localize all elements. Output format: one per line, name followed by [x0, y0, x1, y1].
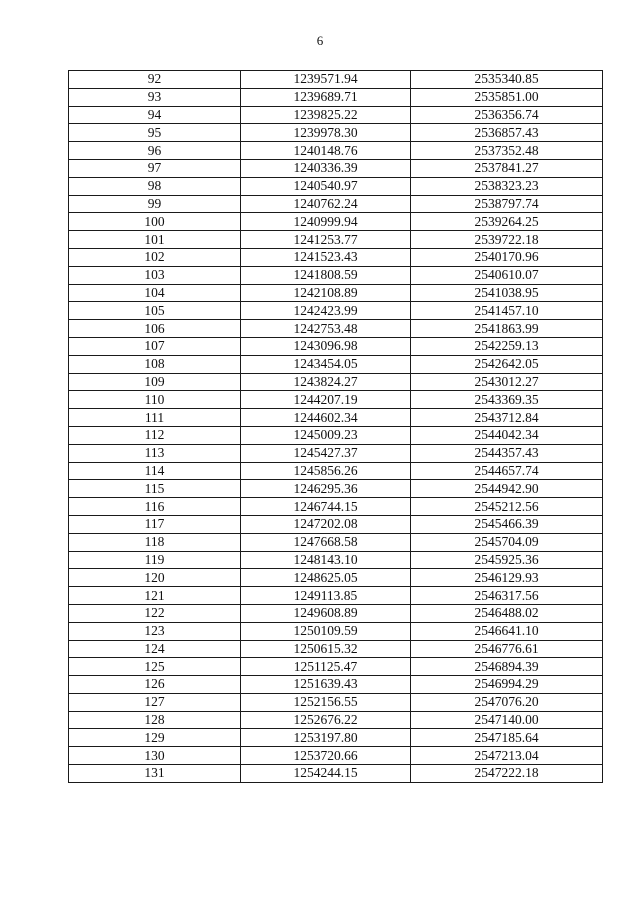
y-coordinate-cell: 2536356.74 [411, 106, 603, 124]
x-coordinate-cell: 1239571.94 [241, 71, 411, 89]
x-coordinate-cell: 1240999.94 [241, 213, 411, 231]
y-coordinate-cell: 2546129.93 [411, 569, 603, 587]
y-coordinate-cell: 2545466.39 [411, 515, 603, 533]
y-coordinate-cell: 2541038.95 [411, 284, 603, 302]
table-row [69, 177, 603, 195]
x-coordinate-cell: 1252676.22 [241, 711, 411, 729]
y-coordinate-cell: 2547222.18 [411, 765, 603, 783]
table-row [69, 693, 603, 711]
point-number-cell: 96 [69, 142, 241, 160]
x-coordinate-cell: 1240540.97 [241, 177, 411, 195]
point-number-cell: 104 [69, 284, 241, 302]
x-coordinate-cell: 1243454.05 [241, 355, 411, 373]
y-coordinate-cell: 2541457.10 [411, 302, 603, 320]
x-coordinate-cell: 1241523.43 [241, 248, 411, 266]
y-coordinate-cell: 2546641.10 [411, 622, 603, 640]
y-coordinate-cell: 2543369.35 [411, 391, 603, 409]
x-coordinate-cell: 1239978.30 [241, 124, 411, 142]
point-number-cell: 114 [69, 462, 241, 480]
point-number-cell: 93 [69, 88, 241, 106]
y-coordinate-cell: 2545212.56 [411, 498, 603, 516]
table-row [69, 409, 603, 427]
table-row [69, 337, 603, 355]
point-number-cell: 120 [69, 569, 241, 587]
table-row [69, 284, 603, 302]
x-coordinate-cell: 1243096.98 [241, 337, 411, 355]
table-row [69, 355, 603, 373]
table-row [69, 142, 603, 160]
x-coordinate-cell: 1242423.99 [241, 302, 411, 320]
y-coordinate-cell: 2539722.18 [411, 231, 603, 249]
point-number-cell: 113 [69, 444, 241, 462]
point-number-cell: 122 [69, 604, 241, 622]
x-coordinate-cell: 1252156.55 [241, 693, 411, 711]
x-coordinate-cell: 1248143.10 [241, 551, 411, 569]
y-coordinate-cell: 2537352.48 [411, 142, 603, 160]
table-row [69, 604, 603, 622]
y-coordinate-cell: 2544357.43 [411, 444, 603, 462]
y-coordinate-cell: 2547076.20 [411, 693, 603, 711]
y-coordinate-cell: 2547185.64 [411, 729, 603, 747]
x-coordinate-cell: 1239689.71 [241, 88, 411, 106]
point-number-cell: 124 [69, 640, 241, 658]
table-row [69, 231, 603, 249]
page-number: 6 [316, 33, 324, 48]
table-row [69, 515, 603, 533]
y-coordinate-cell: 2538797.74 [411, 195, 603, 213]
point-number-cell: 109 [69, 373, 241, 391]
table-row [69, 729, 603, 747]
y-coordinate-cell: 2544942.90 [411, 480, 603, 498]
y-coordinate-cell: 2540610.07 [411, 266, 603, 284]
table-row [69, 266, 603, 284]
x-coordinate-cell: 1244207.19 [241, 391, 411, 409]
point-number-cell: 106 [69, 320, 241, 338]
point-number-cell: 110 [69, 391, 241, 409]
table-row [69, 426, 603, 444]
y-coordinate-cell: 2543012.27 [411, 373, 603, 391]
point-number-cell: 98 [69, 177, 241, 195]
table-row [69, 124, 603, 142]
table-row [69, 159, 603, 177]
y-coordinate-cell: 2546776.61 [411, 640, 603, 658]
x-coordinate-cell: 1250109.59 [241, 622, 411, 640]
table-row [69, 248, 603, 266]
point-number-cell: 125 [69, 658, 241, 676]
x-coordinate-cell: 1243824.27 [241, 373, 411, 391]
x-coordinate-cell: 1246295.36 [241, 480, 411, 498]
table-row [69, 640, 603, 658]
point-number-cell: 117 [69, 515, 241, 533]
point-number-cell: 111 [69, 409, 241, 427]
table-row [69, 71, 603, 89]
table-row [69, 302, 603, 320]
table-row [69, 373, 603, 391]
point-number-cell: 127 [69, 693, 241, 711]
point-number-cell: 94 [69, 106, 241, 124]
table-row [69, 711, 603, 729]
x-coordinate-cell: 1241253.77 [241, 231, 411, 249]
y-coordinate-cell: 2535851.00 [411, 88, 603, 106]
point-number-cell: 126 [69, 676, 241, 694]
y-coordinate-cell: 2546994.29 [411, 676, 603, 694]
x-coordinate-cell: 1247668.58 [241, 533, 411, 551]
point-number-cell: 128 [69, 711, 241, 729]
table-row [69, 213, 603, 231]
table-row [69, 480, 603, 498]
x-coordinate-cell: 1239825.22 [241, 106, 411, 124]
table-row [69, 587, 603, 605]
y-coordinate-cell: 2538323.23 [411, 177, 603, 195]
point-number-cell: 107 [69, 337, 241, 355]
x-coordinate-cell: 1240148.76 [241, 142, 411, 160]
table-row [69, 320, 603, 338]
y-coordinate-cell: 2542642.05 [411, 355, 603, 373]
x-coordinate-cell: 1242108.89 [241, 284, 411, 302]
table-row [69, 444, 603, 462]
x-coordinate-cell: 1251639.43 [241, 676, 411, 694]
point-number-cell: 112 [69, 426, 241, 444]
point-number-cell: 100 [69, 213, 241, 231]
x-coordinate-cell: 1251125.47 [241, 658, 411, 676]
x-coordinate-cell: 1249608.89 [241, 604, 411, 622]
y-coordinate-cell: 2542259.13 [411, 337, 603, 355]
point-number-cell: 119 [69, 551, 241, 569]
table-row [69, 765, 603, 783]
x-coordinate-cell: 1250615.32 [241, 640, 411, 658]
y-coordinate-cell: 2537841.27 [411, 159, 603, 177]
x-coordinate-cell: 1245856.26 [241, 462, 411, 480]
x-coordinate-cell: 1245427.37 [241, 444, 411, 462]
x-coordinate-cell: 1242753.48 [241, 320, 411, 338]
table-row [69, 106, 603, 124]
point-number-cell: 105 [69, 302, 241, 320]
table-row [69, 622, 603, 640]
point-number-cell: 97 [69, 159, 241, 177]
x-coordinate-cell: 1241808.59 [241, 266, 411, 284]
table-row [69, 747, 603, 765]
y-coordinate-cell: 2541863.99 [411, 320, 603, 338]
y-coordinate-cell: 2546317.56 [411, 587, 603, 605]
table-row [69, 462, 603, 480]
x-coordinate-cell: 1245009.23 [241, 426, 411, 444]
table-row [69, 391, 603, 409]
point-number-cell: 131 [69, 765, 241, 783]
x-coordinate-cell: 1246744.15 [241, 498, 411, 516]
point-number-cell: 102 [69, 248, 241, 266]
y-coordinate-cell: 2544042.34 [411, 426, 603, 444]
point-number-cell: 92 [69, 71, 241, 89]
point-number-cell: 101 [69, 231, 241, 249]
table-row [69, 195, 603, 213]
table-row [69, 569, 603, 587]
y-coordinate-cell: 2543712.84 [411, 409, 603, 427]
table-row [69, 676, 603, 694]
x-coordinate-cell: 1247202.08 [241, 515, 411, 533]
x-coordinate-cell: 1244602.34 [241, 409, 411, 427]
point-number-cell: 118 [69, 533, 241, 551]
coordinates-table-body [69, 71, 603, 783]
point-number-cell: 108 [69, 355, 241, 373]
y-coordinate-cell: 2546894.39 [411, 658, 603, 676]
point-number-cell: 123 [69, 622, 241, 640]
point-number-cell: 121 [69, 587, 241, 605]
point-number-cell: 99 [69, 195, 241, 213]
x-coordinate-cell: 1254244.15 [241, 765, 411, 783]
y-coordinate-cell: 2535340.85 [411, 71, 603, 89]
point-number-cell: 95 [69, 124, 241, 142]
x-coordinate-cell: 1249113.85 [241, 587, 411, 605]
table-row [69, 658, 603, 676]
y-coordinate-cell: 2545704.09 [411, 533, 603, 551]
x-coordinate-cell: 1248625.05 [241, 569, 411, 587]
y-coordinate-cell: 2547213.04 [411, 747, 603, 765]
x-coordinate-cell: 1240336.39 [241, 159, 411, 177]
x-coordinate-cell: 1253197.80 [241, 729, 411, 747]
point-number-cell: 103 [69, 266, 241, 284]
y-coordinate-cell: 2536857.43 [411, 124, 603, 142]
table-row [69, 533, 603, 551]
y-coordinate-cell: 2547140.00 [411, 711, 603, 729]
y-coordinate-cell: 2539264.25 [411, 213, 603, 231]
point-number-cell: 116 [69, 498, 241, 516]
table-row [69, 498, 603, 516]
point-number-cell: 129 [69, 729, 241, 747]
table-row [69, 88, 603, 106]
table-row [69, 551, 603, 569]
y-coordinate-cell: 2545925.36 [411, 551, 603, 569]
x-coordinate-cell: 1253720.66 [241, 747, 411, 765]
y-coordinate-cell: 2544657.74 [411, 462, 603, 480]
coordinates-table [68, 70, 603, 783]
point-number-cell: 130 [69, 747, 241, 765]
x-coordinate-cell: 1240762.24 [241, 195, 411, 213]
y-coordinate-cell: 2546488.02 [411, 604, 603, 622]
y-coordinate-cell: 2540170.96 [411, 248, 603, 266]
point-number-cell: 115 [69, 480, 241, 498]
